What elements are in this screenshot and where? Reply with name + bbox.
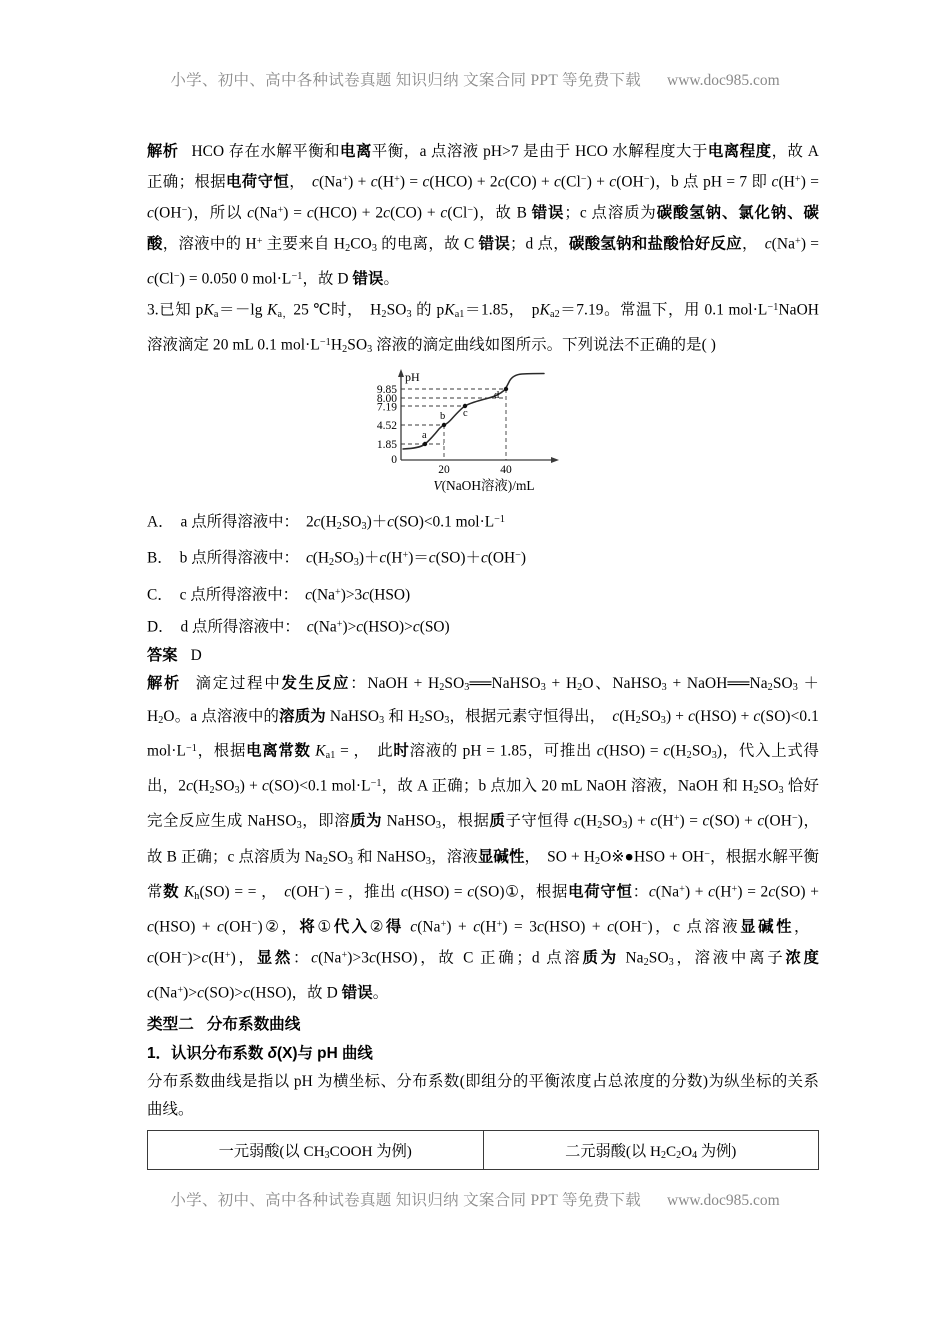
- option-d: D． d 点所得溶液中： c(Na+)>c(HSO)>c(SO): [147, 618, 450, 636]
- x-tick-40: 40: [500, 464, 512, 477]
- point-label-a: a: [422, 430, 427, 442]
- option-d-key: D．: [147, 618, 174, 636]
- section-item-heading: 1．认识分布系数 δ(X)与 pH 曲线: [147, 1044, 373, 1062]
- table-header-monoprotic: 一元弱酸(以 $CH_3COOH$ 为例): [148, 1131, 484, 1170]
- question-number: 3.: [147, 301, 159, 319]
- answer-line: [147, 642, 819, 670]
- watermark-text: 小学、初中、高中各种试卷真题 知识归纳 文案合同 PPT 等免费下载: [170, 1192, 641, 1209]
- option-a: A． a 点所得溶液中： $2c(H_2SO_3)+c(SO)<0.1$ $mol\cdot L^{-1}$: [147, 513, 505, 532]
- y-tick-800: 8.00: [376, 393, 397, 406]
- table-row: [148, 1131, 819, 1170]
- x-axis-label: V(NaOH溶液)/mL: [433, 478, 535, 494]
- comparison-table: [147, 1130, 819, 1170]
- option-c-key: C．: [147, 586, 173, 604]
- option-a-key: A．: [147, 513, 174, 531]
- y-tick-985: 9.85: [376, 384, 397, 397]
- watermark-top: [0, 68, 950, 90]
- option-b: B． b 点所得溶液中： $c(H_2SO_3)+c(H^+)=c(SO)+c(OH^-)$: [147, 550, 527, 569]
- section-type-title: 分布系数曲线: [206, 1015, 301, 1033]
- titration-curve-svg: [339, 368, 629, 478]
- point-label-c: c: [463, 408, 468, 420]
- option-c: C． c 点所得溶液中： c(Na+)>3c(HSO): [147, 586, 411, 604]
- watermark-text: 小学、初中、高中各种试卷真题 知识归纳 文案合同 PPT 等免费下载: [170, 72, 641, 89]
- section-type-heading: [147, 1010, 819, 1039]
- y-tick-452: 4.52: [376, 420, 397, 433]
- analysis-previous-paragraph: 解析 HCO 存在水解平衡和电离平衡，a 点溶液 pH>7 是由于 HCO 水解程度大于电离程度，故 A 正确；根据电荷守恒， c(Na+) + c(H+) = c(HCO) + 2c(CO) + c(Cl−) + c(OH−)，b 点 pH = 7 即 c(H+) = c(OH−)，所以 c(Na+) = c(HCO) + 2c(CO) + c(Cl−)，故 B 错误；c 点溶质为碳酸氢钠、氯化钠、碳酸，溶液中的 H+ 主要来自 $H_2CO_3$ 的电离，故 C 错误；d 点，碳酸氢钠和盐酸恰好反应， c(Na+) = c(Cl−) = 0.050 0 $mol\cdot L^{-1}$，故 D 错误。: [147, 143, 820, 288]
- question-paragraph: 3.已知 $pK_a=-\lg$ $K_{a,}25$ ℃时， $H_2SO_3$ 的 $pK_{a1}=1.85$， $pK_{a2}=7.19$。常温下，用 0.1 $mol\cdot L^{-1}NaOH$ 溶液滴定 20 mL 0.1 $mol\cdot L^{-1}H_2SO_3$ 溶液的滴定曲线如图所示。下列说法不正确的是( ): [147, 301, 820, 355]
- option-b-key: B．: [147, 550, 173, 568]
- watermark-url: www.doc985.com: [667, 1192, 780, 1209]
- document-content: [147, 138, 819, 1170]
- y-axis-arrow: [398, 369, 404, 377]
- y-tick-719: 7.19: [376, 401, 397, 414]
- analysis-label: 解析: [147, 675, 181, 693]
- point-a: [423, 442, 427, 446]
- x-tick-20: 20: [438, 464, 450, 477]
- watermark-url: www.doc985.com: [667, 72, 780, 89]
- section-type-label: 类型二: [147, 1015, 194, 1033]
- origin-label: 0: [391, 454, 397, 467]
- y-axis-title: pH: [405, 370, 420, 385]
- x-axis-arrow: [551, 457, 559, 463]
- point-label-d: d: [494, 390, 500, 402]
- section-description: 分布系数曲线是指以 pH 为横坐标、分布系数(即组分的平衡浓度占总浓度的分数)为纵坐标的关系曲线。: [147, 1072, 819, 1118]
- titration-figure: [147, 368, 819, 505]
- answer-value: D: [190, 646, 202, 664]
- point-b: [442, 423, 446, 427]
- y-tick-185: 1.85: [376, 439, 397, 452]
- titration-chart: [339, 368, 629, 483]
- analysis-previous-label: 解析: [147, 143, 179, 160]
- analysis-paragraph: 解析 滴定过程中发生反应：NaOH + $H_2SO_3══NaHSO_3 + H_2O$、NaHSO$_3$ + $NaOH══Na_2SO_3 + H_2O$。a 点溶液中的溶质为 NaHSO$_3$ 和 $H_2SO_3$，根据元素守恒得出， $c(H_2SO_3) + c(HSO) + c(SO)<0.1$ $mol\cdot L^{-1}$，根据电离常数 $K_{a1}$ = ， 此时溶液的 pH = 1.85，可推出 $c(HSO) = c(H_2SO_3)$，代入上式得出，$2c(H_2SO_3) + c(SO)<0.1$ $mol\cdot L^{-1}$，故 A 正确；b 点加入 20 mL NaOH 溶液，NaOH 和 $H_2SO_3$ 恰好完全反应生成 NaHSO$_3$，即溶质为 NaHSO$_3$，根据质子守恒得 $c(H_2SO_3) + c(H^+) = c(SO) + c(OH^-)$，故 B 正确；c 点溶质为 $Na_2SO_3$ 和 NaHSO$_3$，溶液显碱性， SO + $H_2O※●HSO + OH^-$，根据水解平衡常数 $K_h(SO)$ = = ， c(OH−) = ，推出 c(HSO) = c(SO)①，根据电荷守恒：c(Na+) + c(H+) = 2c(SO) + c(HSO) + c(OH−)②，将①代入②得 c(Na+) + c(H+) = 3c(HSO) + c(OH−)，c 点溶液显碱性，c(OH−)>c(H+)，显然：c(Na+)>3c(HSO)，故 C 正确；d 点溶质为 $Na_2SO_3$，溶液中离子浓度 c(Na+)>c(SO)>c(HSO)，故 D 错误。: [147, 675, 820, 1002]
- watermark-bottom: [0, 1188, 950, 1210]
- table-header-diprotic: 二元弱酸(以 $H_2C_2O_4$ 为例): [483, 1131, 819, 1170]
- section-item-number: 1．: [147, 1044, 171, 1062]
- answer-label: 答案: [147, 646, 178, 664]
- point-d: [504, 387, 508, 391]
- point-label-b: b: [440, 411, 446, 423]
